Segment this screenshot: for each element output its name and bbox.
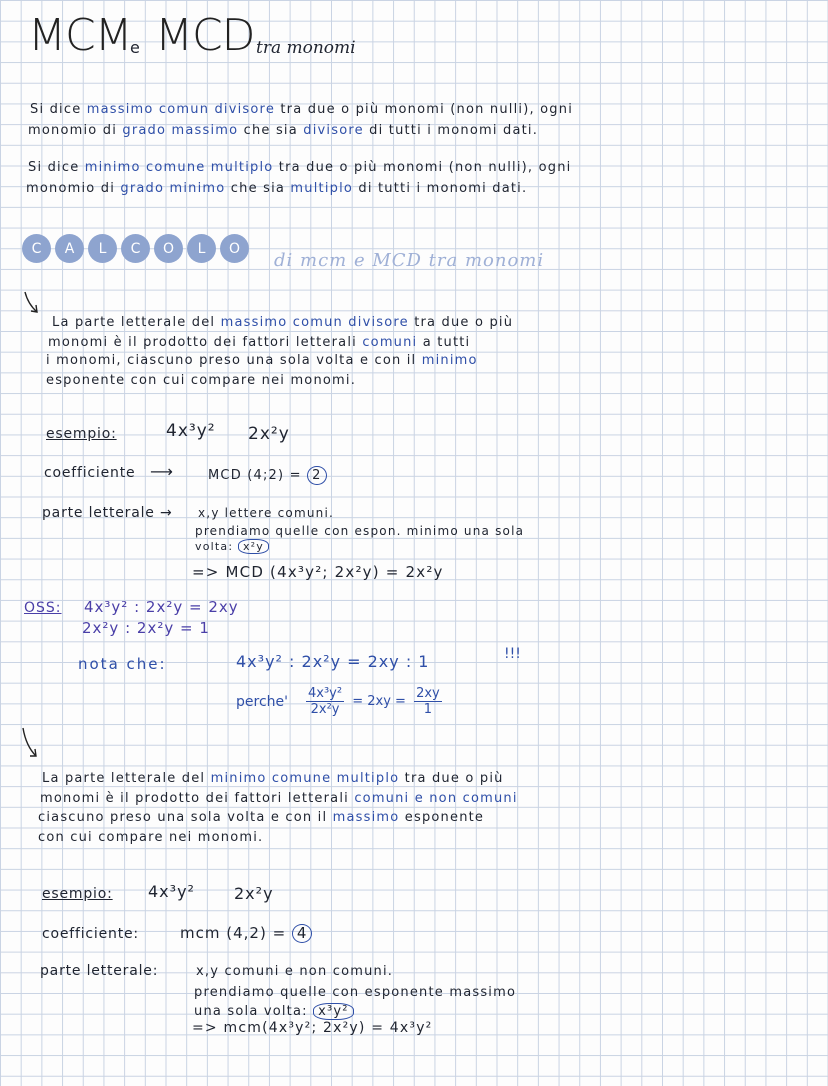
nota-label: nota che: bbox=[78, 655, 167, 673]
term-minimo-comune-multiplo: minimo comune multiplo bbox=[84, 160, 274, 175]
literal-note: x,y lettere comuni. bbox=[198, 506, 334, 520]
example-monomial: 4x³y² bbox=[166, 421, 216, 441]
calcolo-header bbox=[22, 234, 249, 263]
rule-mcd-line2: monomi è il prodotto dei fattori letterali comuni a tutti bbox=[48, 335, 471, 350]
def-mcm-line2: monomio di grado minimo che sia multiplo di tutti i monomi dati. bbox=[26, 181, 528, 196]
literal-part-label: parte letterale → bbox=[42, 505, 173, 521]
rule-mcm-line4: con cui compare nei monomi. bbox=[38, 830, 264, 845]
calcolo-letter: C bbox=[121, 234, 150, 263]
def-mcd-line1: Si dice massimo comun divisore tra due o più monomi (non nulli), ogni bbox=[30, 102, 574, 117]
literal-note: volta: x²y bbox=[195, 539, 269, 554]
nota-expression: 4x³y² : 2x²y = 2xy : 1 bbox=[236, 652, 430, 671]
example-monomial: 2x²y bbox=[248, 424, 290, 444]
title-subtitle: tra monomi bbox=[256, 38, 356, 58]
coefficient-label: coefficiente: bbox=[42, 926, 139, 942]
rule-mcm-line2: monomi è il prodotto dei fattori letterali comuni e non comuni bbox=[40, 791, 518, 806]
curved-arrow-icon bbox=[20, 726, 42, 762]
literal-note: x,y comuni e non comuni. bbox=[196, 964, 394, 979]
calcolo-letter: L bbox=[88, 234, 117, 263]
perche-expression: $\frac{\text{4x³y²}}{\text{2x²y}}$ = 2xy = $\frac{2xy}{1}$ bbox=[308, 686, 440, 717]
coefficient-result: 2 bbox=[307, 466, 326, 485]
literal-result-box: x³y² bbox=[313, 1003, 354, 1020]
literal-part-label: parte letterale: bbox=[40, 963, 159, 979]
calcolo-letter: C bbox=[22, 234, 51, 263]
example-monomial: 4x³y² bbox=[148, 882, 195, 901]
calcolo-letter: A bbox=[55, 234, 84, 263]
perche-label: perche' bbox=[236, 694, 288, 710]
example-monomial: 2x²y bbox=[234, 884, 274, 903]
def-mcm-line1: Si dice minimo comune multiplo tra due o più monomi (non nulli), ogni bbox=[28, 160, 572, 175]
rule-mcm-line1: La parte letterale del minimo comune multiplo tra due o più bbox=[42, 771, 504, 786]
arrow-right-icon: ⟶ bbox=[150, 462, 173, 481]
literal-note: una sola volta: x³y² bbox=[194, 1003, 354, 1020]
oss-label: OSS: bbox=[24, 600, 62, 616]
rule-mcm-line3: ciascuno preso una sola volta e con il massimo esponente bbox=[38, 810, 485, 825]
example-label: esempio: bbox=[42, 886, 113, 902]
literal-note: prendiamo quelle con espon. minimo una sola bbox=[195, 524, 525, 538]
rule-mcd-line4: esponente con cui compare nei monomi. bbox=[46, 373, 357, 388]
curved-arrow-icon bbox=[22, 290, 42, 316]
coefficient-label: coefficiente bbox=[44, 465, 136, 481]
mcm-result: => mcm(4x³y²; 2x²y) = 4x³y² bbox=[192, 1020, 433, 1036]
calcolo-subtitle: di mcm e MCD tra monomi bbox=[274, 250, 545, 271]
oss-line2: 2x²y : 2x²y = 1 bbox=[82, 619, 210, 637]
calcolo-letter: O bbox=[154, 234, 183, 263]
title-mcm: MCM bbox=[28, 10, 132, 61]
title-mcd: MCD bbox=[155, 10, 255, 61]
example-label: esempio: bbox=[46, 426, 117, 442]
literal-note: prendiamo quelle con esponente massimo bbox=[194, 985, 517, 1000]
calcolo-letter: O bbox=[220, 234, 249, 263]
calcolo-letter: L bbox=[187, 234, 216, 263]
oss-line1: 4x³y² : 2x²y = 2xy bbox=[84, 598, 239, 616]
title-e: e bbox=[130, 38, 140, 57]
rule-mcd-line3: i monomi, ciascuno preso una sola volta e con il minimo bbox=[46, 353, 478, 368]
exclamation: !!! bbox=[504, 646, 521, 662]
literal-result-box: x²y bbox=[238, 539, 269, 554]
coefficient-expression: mcm (4,2) = 4 bbox=[180, 924, 312, 943]
coefficient-expression: MCD (4;2) = 2 bbox=[208, 466, 327, 485]
def-mcd-line2: monomio di grado massimo che sia divisore di tutti i monomi dati. bbox=[28, 123, 539, 138]
term-massimo-comun-divisore: massimo comun divisore bbox=[86, 102, 276, 117]
rule-mcd-line1: La parte letterale del massimo comun divisore tra due o più bbox=[52, 315, 514, 330]
coefficient-result: 4 bbox=[292, 924, 313, 943]
mcd-result: => MCD (4x³y²; 2x²y) = 2x²y bbox=[192, 563, 444, 581]
